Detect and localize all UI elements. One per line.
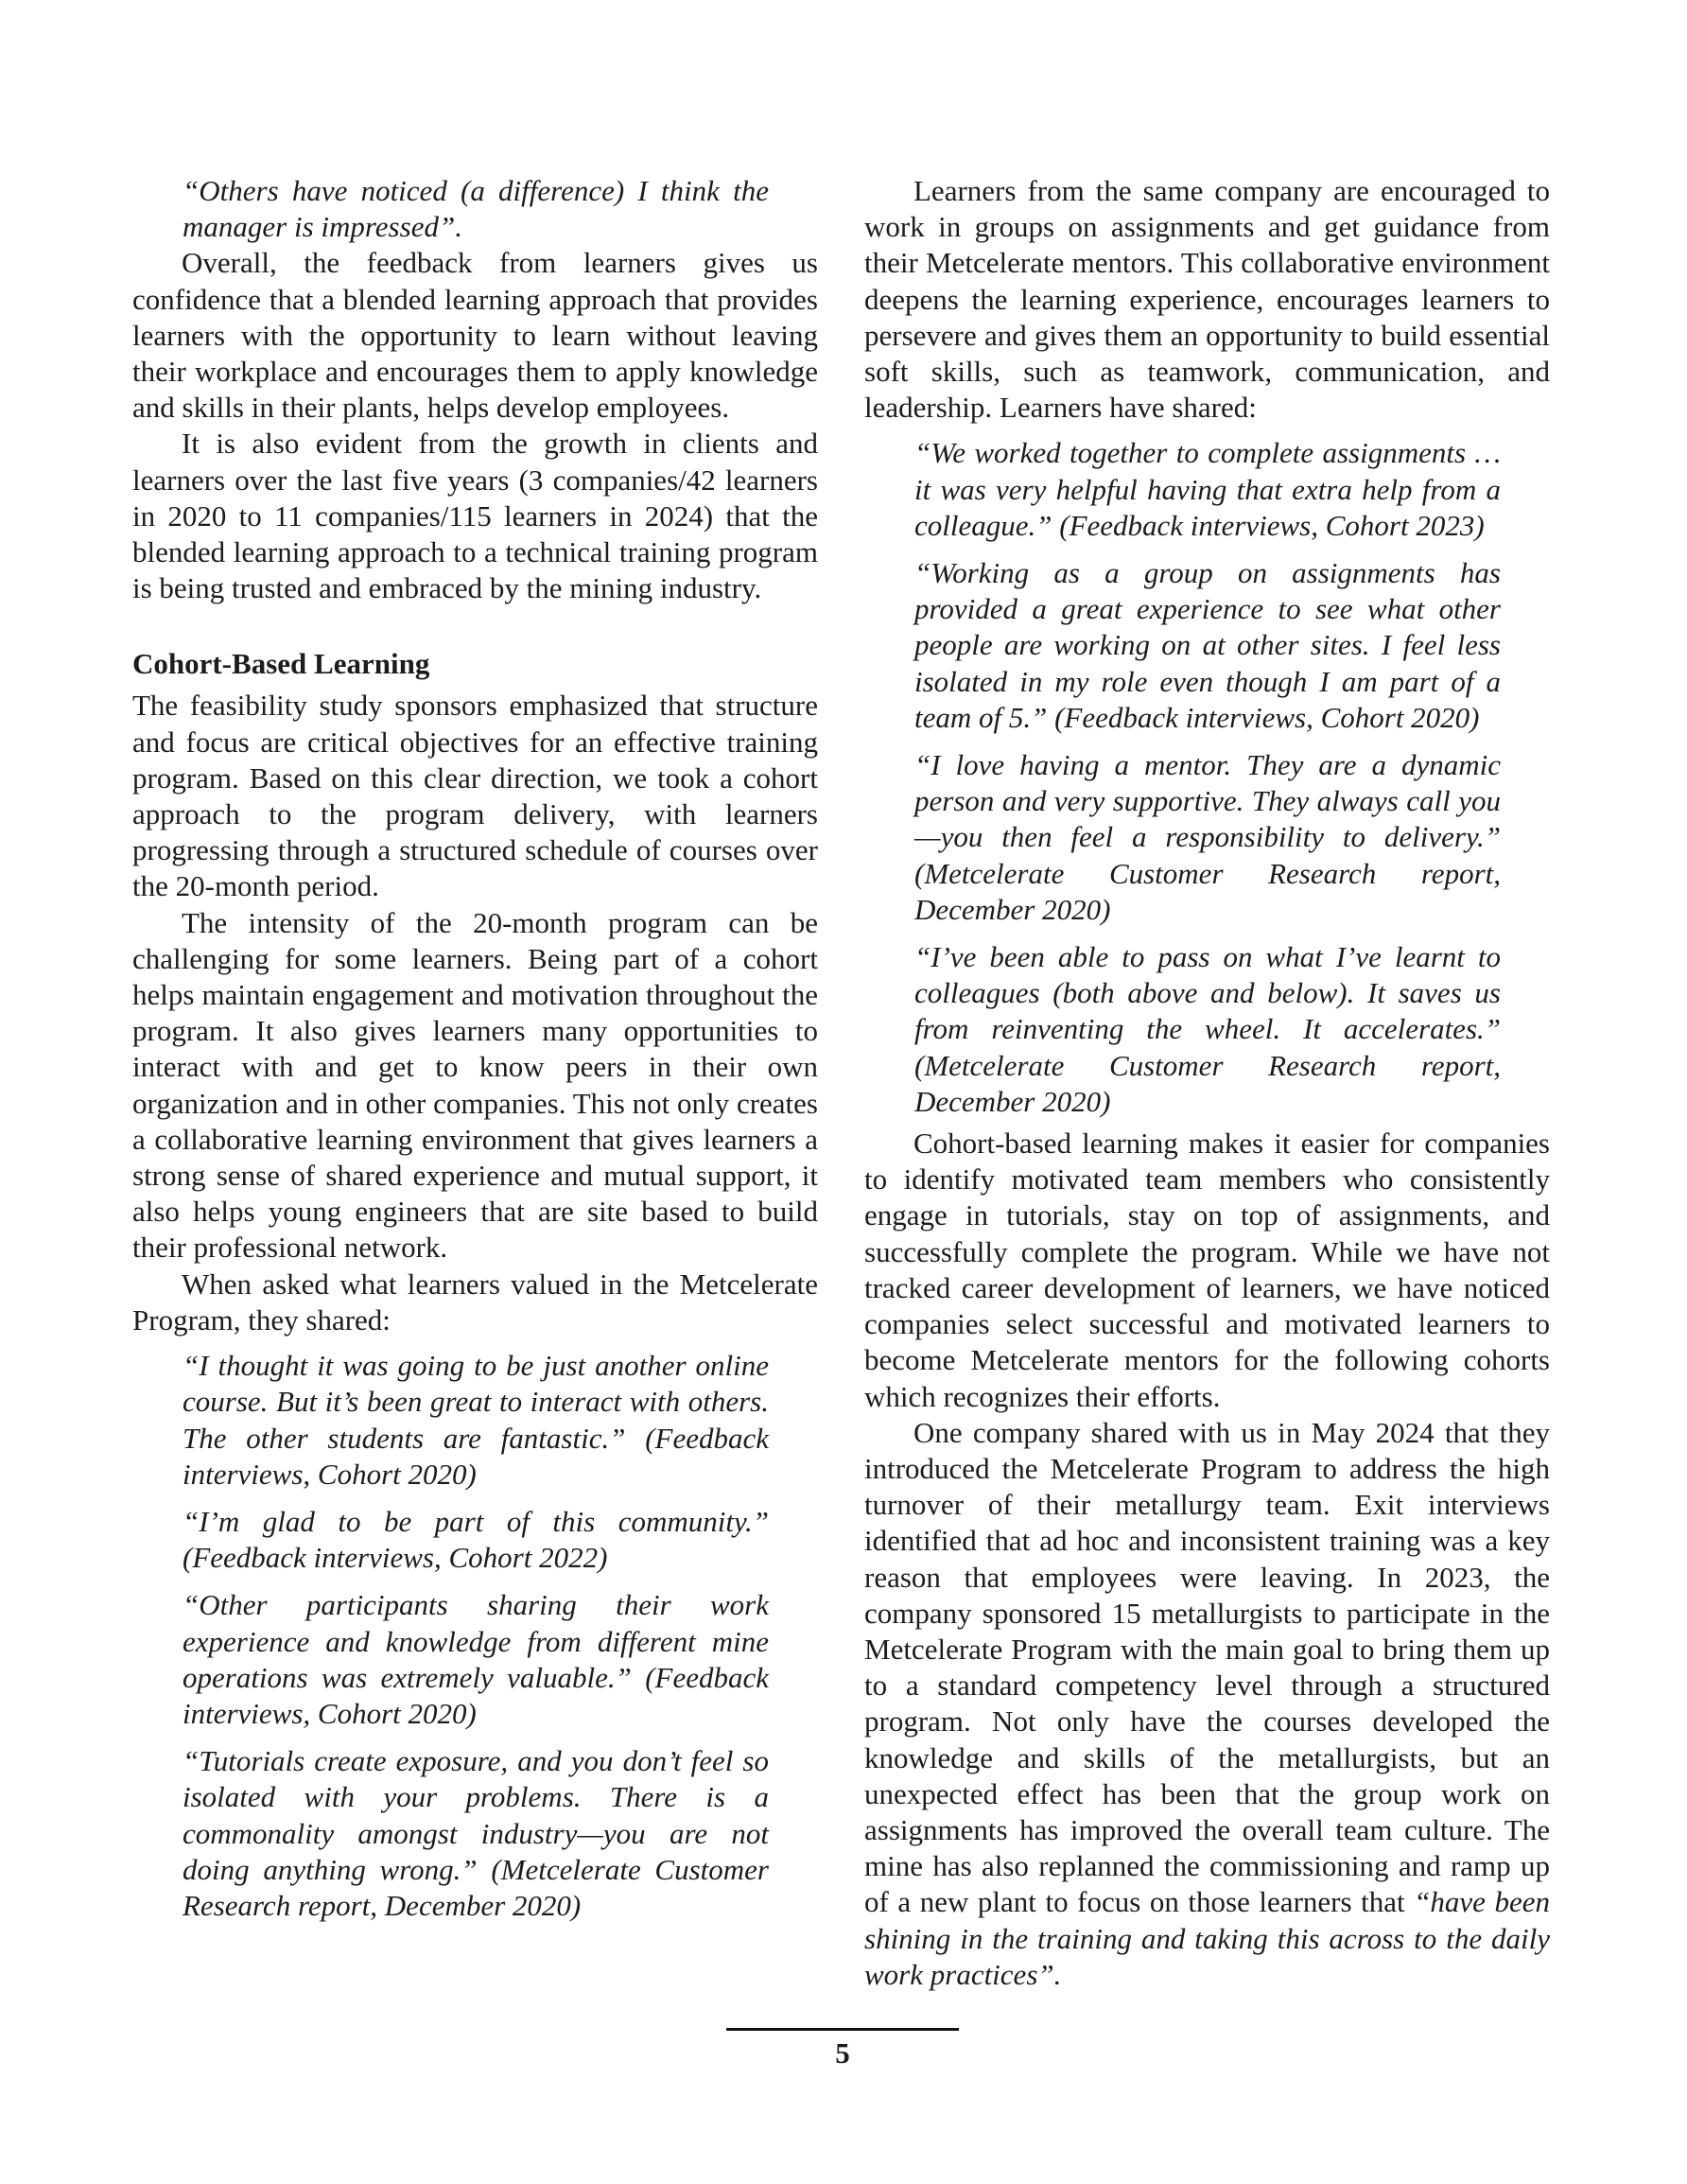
learner-quote: “We worked together to complete assignments … it was very helpful having that extra help from a colleague.” (Feedback interviews, Cohort 2023) — [914, 436, 1501, 542]
page-number: 5 — [835, 2036, 850, 2070]
paragraph: When asked what learners valued in the Metcelerate Program, they shared: — [132, 1267, 818, 1337]
learner-quote: “Other participants sharing their work experience and knowledge from different mine operations was extremely valuable.” (Feedback interviews, Cohort 2020) — [183, 1588, 769, 1730]
paragraph: Learners from the same company are encouraged to work in groups on assignments and get guidance from their Metcelerate mentors. This collaborative environment deepens the learning experience, encourages learners to persevere and gives them an opportunity to build essential soft skills, such as teamwork, communication, and leadership. Learners have shared: — [864, 174, 1550, 425]
right-column — [864, 173, 1550, 1993]
paragraph: Overall, the feedback from learners gives us confidence that a blended learning approach that provides learners with the opportunity to learn without leaving their workplace and encourages them to apply knowledge and skills in their plants, helps develop employees. — [132, 246, 818, 425]
learner-quote: “I’ve been able to pass on what I’ve learnt to colleagues (both above and below). It saves us from reinventing the wheel. It accelerates.” (Metcelerate Customer Research report, December 2020) — [914, 940, 1501, 1118]
learner-quote: “I’m glad to be part of this community.” (Feedback interviews, Cohort 2022) — [183, 1504, 769, 1575]
paragraph: It is also evident from the growth in clients and learners over the last five years (3 companies/42 learners in 2020 to 11 companies/115 learners in 2024) that the blended learning approach to a technical training program is being trusted and embraced by the mining industry. — [132, 427, 818, 605]
learner-quote: “I thought it was going to be just another online course. But it’s been great to interact with others. The other students are fantastic.” (Feedback interviews, Cohort 2020) — [183, 1349, 769, 1491]
paragraph: The intensity of the 20-month program can be challenging for some learners. Being part of a cohort helps maintain engagement and motivation throughout the program. It also gives learners many opportunities to interact with and get to know peers in their own organization and in other companies. This not only creates a collaborative learning environment that gives learners a strong sense of shared experience and mutual support, it also helps young engineers that are site based to build their professional network. — [132, 905, 818, 1265]
section-heading: Cohort-Based Learning — [132, 647, 430, 681]
intro-quote: “Others have noticed (a difference) I think the manager is impressed”. — [183, 174, 769, 244]
paragraph — [864, 1415, 1550, 1993]
learner-quote: “Working as a group on assignments has provided a great experience to see what other people are working on at other sites. I feel less isolated in my role even though I am part of a team of 5.” (Feedback interviews, Cohort 2020) — [914, 556, 1501, 734]
learner-quote: “Tutorials create exposure, and you don’t feel so isolated with your problems. There is a commonality amongst industry—you are not doing anything wrong.” (Metcelerate Customer Research report, December 2020) — [183, 1744, 769, 1922]
paragraph: The feasibility study sponsors emphasized that structure and focus are critical objectives for an effective training program. Based on this clear direction, we took a cohort approach to the program delivery, with learners progressing through a structured schedule of courses over the 20-month period. — [132, 689, 818, 903]
paragraph-text: One company shared with us in May 2024 that they introduced the Metcelerate Program to address the high turnover of their metallurgy team. Exit interviews identified that ad hoc and inconsistent training was a key reason that employees were leaving. In 2023, the company sponsored 15 metallurgists to participate in the Metcelerate Program with the main goal to bring them up to a standard competency level through a structured program. Not only have the courses developed the knowledge and skills of the metallurgists, but an unexpected effect has been that the group work on assignments has improved the overall team culture. The mine has also replanned the commissioning and ramp up of a new plant to focus on those learners that — [864, 1415, 1550, 1919]
learner-quote: “I love having a mentor. They are a dynamic person and very supportive. They always call you—you then feel a responsibility to delivery.” (Metcelerate Customer Research report, December 2020) — [914, 748, 1501, 926]
paragraph: Cohort-based learning makes it easier for companies to identify motivated team members who consistently engage in tutorials, stay on top of assignments, and successfully complete the program. While we have not tracked career development of learners, we have noticed companies select successful and motivated learners to become Metcelerate mentors for the following cohorts which recognizes their efforts. — [864, 1127, 1550, 1413]
footer-rule — [726, 2028, 959, 2031]
inline-quote: “have been shining in the training and taking this across to the daily work practices”. — [864, 1885, 1551, 1991]
left-column — [132, 173, 818, 1930]
